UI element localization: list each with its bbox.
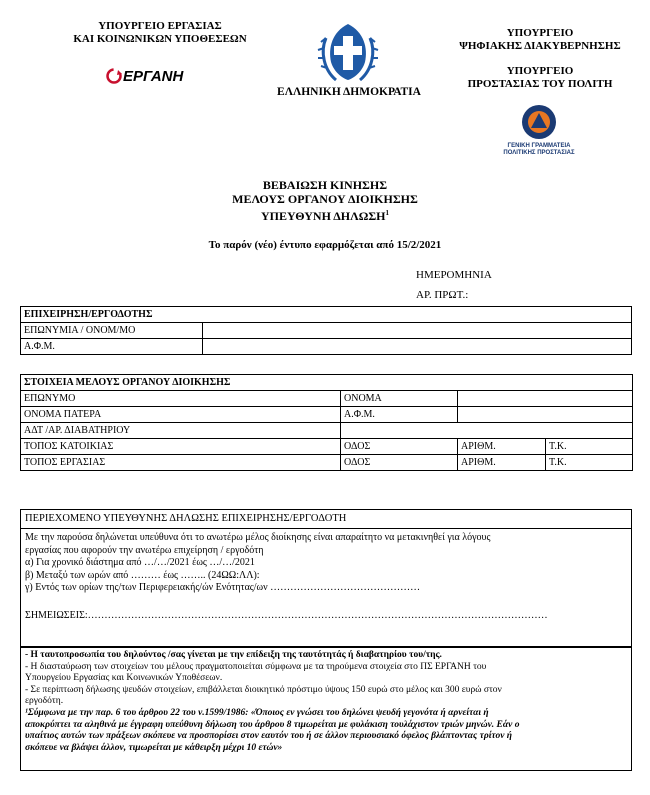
footer-note-ergani-line1: - Η διασταύρωση των στοιχείων του μέλους πραγματοποιείται σύμφωνα με τα τηρούμενα στοιχεία στο ΠΣ ΕΡΓΑΝΗ του: [25, 661, 487, 672]
date-label: ΗΜΕΡΟΜΗΝΙΑ: [416, 269, 492, 281]
document-subtitle: Το παρόν (νέο) έντυπο εφαρμόζεται από 15/2/2021: [208, 239, 442, 251]
title-line3-text: ΥΠΕΥΘΥΝΗ ΔΗΛΩΣΗ: [260, 209, 386, 223]
ergani-logo-text: ΕΡΓΑΝΗ: [123, 67, 184, 85]
employer-heading: ΕΠΙΧΕΙΡΗΣΗ/ΕΡΓΟΔΟΤΗΣ: [21, 307, 632, 323]
ministry-citizen-line2: ΠΡΟΣΤΑΣΙΑΣ ΤΟΥ ΠΟΛΙΤΗ: [467, 78, 613, 90]
residence-tk-label[interactable]: Τ.Κ.: [546, 439, 633, 455]
ministry-digital-line2: ΨΗΦΙΑΚΗΣ ΔΙΑΚΥΒΕΡΝΗΣΗΣ: [459, 40, 621, 52]
ministry-labor-line2: ΚΑΙ ΚΟΙΝΩΝΙΚΩΝ ΥΠΟΘΕΣΕΩΝ: [73, 33, 247, 45]
employer-name-field[interactable]: [203, 323, 632, 339]
content-line2: εργασίας που αφορούν την ανωτέρω επιχείρηση / εργοδότη: [25, 544, 264, 556]
greek-emblem: [312, 18, 384, 89]
footer-notes: [20, 647, 632, 771]
footer-note-identity: - Η ταυτοπροσωπία του δηλούντος /σας γίνεται με την επίδειξη της ταυτότητάς ή διαβατηρίου του/της.: [25, 650, 442, 660]
member-surname-label[interactable]: ΕΠΩΝΥΜΟ: [21, 391, 341, 407]
ministry-digital: [440, 27, 640, 53]
employer-afm-label: Α.Φ.Μ.: [21, 339, 203, 355]
footer-note-law-line4: σκόπευε να βλάψει άλλον, τιμωρείται με κάθειρξη μέχρι 10 ετών»: [25, 742, 283, 753]
residence-street-label[interactable]: ΟΔΟΣ: [341, 439, 458, 455]
republic-title: ΕΛΛΗΝΙΚΗ ΔΗΜΟΚΡΑΤΙΑ: [277, 86, 421, 98]
ministry-citizen: [440, 65, 640, 91]
ministry-citizen-line1: ΥΠΟΥΡΓΕΙΟ: [506, 65, 574, 77]
member-name-label: ΟΝΟΜΑ: [341, 391, 458, 407]
employer-afm-field[interactable]: [203, 339, 632, 355]
member-residence-label[interactable]: ΤΟΠΟΣ ΚΑΤΟΙΚΙΑΣ: [21, 439, 341, 455]
member-name-field[interactable]: [458, 391, 633, 407]
member-table: [20, 374, 633, 471]
member-afm-field[interactable]: [458, 407, 633, 423]
footer-note-fine-line1: - Σε περίπτωση δήλωσης ψευδών στοιχείων, επιβάλλεται διοικητικό πρόστιμο ύψους 150 ευρώ στο μέλος και 300 ευρώ στον: [25, 684, 502, 695]
member-heading: ΣΤΟΙΧΕΙΑ ΜΕΛΟΥΣ ΟΡΓΑΝΟΥ ΔΙΟΙΚΗΣΗΣ: [21, 375, 633, 391]
civil-protection-logo: [516, 104, 562, 145]
footer-note-fine-line2: εργοδότη.: [25, 696, 64, 707]
civil-protection-line1: ΓΕΝΙΚΗ ΓΡΑΜΜΑΤΕΙΑ: [507, 143, 571, 149]
content-period[interactable]: α) Για χρονικό διάστημα από …/…/2021 έως …/…/2021: [25, 557, 255, 568]
member-id-label[interactable]: ΑΔΤ /ΑΡ. ΔΙΑΒΑΤΗΡΙΟΥ: [21, 423, 341, 439]
greek-emblem-icon: [312, 18, 384, 84]
content-line1: Με την παρούσα δηλώνεται υπεύθυνα ότι το ανωτέρω μέλος διοίκησης είναι απαραίτητο να μετακινηθεί για λόγους: [25, 532, 491, 543]
civil-protection-icon: [516, 104, 562, 140]
title-line2: ΜΕΛΟΥΣ ΟΡΓΑΝΟΥ ΔΙΟΙΚΗΣΗΣ: [232, 192, 418, 206]
ergani-swirl-icon: [106, 68, 122, 84]
residence-number-label[interactable]: ΑΡΙΘΜ.: [458, 439, 546, 455]
content-regions[interactable]: γ) Εντός των ορίων της/των Περιφερειακής/ών Ενότητας/ων ………………………………………: [25, 582, 421, 593]
ministry-labor: [60, 20, 260, 46]
work-number-label[interactable]: ΑΡΙΘΜ.: [458, 455, 546, 471]
content-hours[interactable]: β) Μεταξύ των ωρών από ……… έως …….. (24ΩΩ:ΛΛ):: [25, 569, 260, 581]
work-street-label[interactable]: ΟΔΟΣ: [341, 455, 458, 471]
title-footnote-mark: 1: [385, 209, 389, 217]
ministry-labor-line1: ΥΠΟΥΡΓΕΙΟ ΕΡΓΑΣΙΑΣ: [98, 20, 222, 32]
ergani-logo: [106, 66, 183, 86]
protocol-label: ΑΡ. ΠΡΩΤ.:: [416, 289, 469, 301]
member-work-label[interactable]: ΤΟΠΟΣ ΕΡΓΑΣΙΑΣ: [21, 455, 341, 471]
content-section: [20, 509, 632, 647]
footer-note-law-line2: αποκρύπτει τα αληθινά με έγγραφη υπεύθυνη δήλωση του άρθρου 8 τιμωρείται με φυλάκιση τουλάχιστον τριών μηνών. Εάν ο: [25, 719, 520, 730]
employer-table: [20, 306, 632, 355]
footer-note-ergani-line2: Υπουργείου Εργασίας και Κοινωνικών Υποθέσεων.: [25, 673, 223, 684]
footer-note-law-line1: ¹Σύμφωνα με την παρ. 6 του άρθρου 22 του ν.1599/1986: «Όποιος εν γνώσει του δηλώνει ψευδή γεγονότα ή αρνείται ή: [25, 707, 489, 718]
civil-protection-text: [498, 143, 580, 157]
title-line1: ΒΕΒΑΙΩΣΗ ΚΙΝΗΣΗΣ: [262, 178, 388, 192]
civil-protection-line2: ΠΟΛΙΤΙΚΗΣ ΠΡΟΣΤΑΣΙΑΣ: [503, 150, 575, 156]
content-heading: ΠΕΡΙΕΧΟΜΕΝΟ ΥΠΕΥΘΥΝΗΣ ΔΗΛΩΣΗΣ ΕΠΙΧΕΙΡΗΣΗΣ/ΕΡΓΟΔΟΤΗ: [21, 510, 631, 529]
ministry-digital-line1: ΥΠΟΥΡΓΕΙΟ: [506, 27, 574, 39]
content-notes[interactable]: ΣΗΜΕΙΩΣΕΙΣ:…………………………………………………………………………………………………………………………: [25, 609, 548, 621]
employer-name-label: ΕΠΩΝΥΜΙΑ / ΟΝΟΜ/ΜΟ: [21, 323, 203, 339]
member-id-field[interactable]: [341, 423, 633, 439]
member-father-label[interactable]: ΟΝΟΜΑ ΠΑΤΕΡΑ: [21, 407, 341, 423]
member-afm-label: Α.Φ.Μ.: [341, 407, 458, 423]
footer-note-law-line3: υπαίτιος αυτών των πράξεων σκόπευε να προσπορίσει στον εαυτόν του ή σε άλλον περιουσιακό όφελος βλάπτοντας τρίτον ή: [25, 731, 513, 742]
work-tk-label[interactable]: Τ.Κ.: [546, 455, 633, 471]
title-line3: [175, 206, 475, 223]
document-title: [175, 178, 475, 223]
